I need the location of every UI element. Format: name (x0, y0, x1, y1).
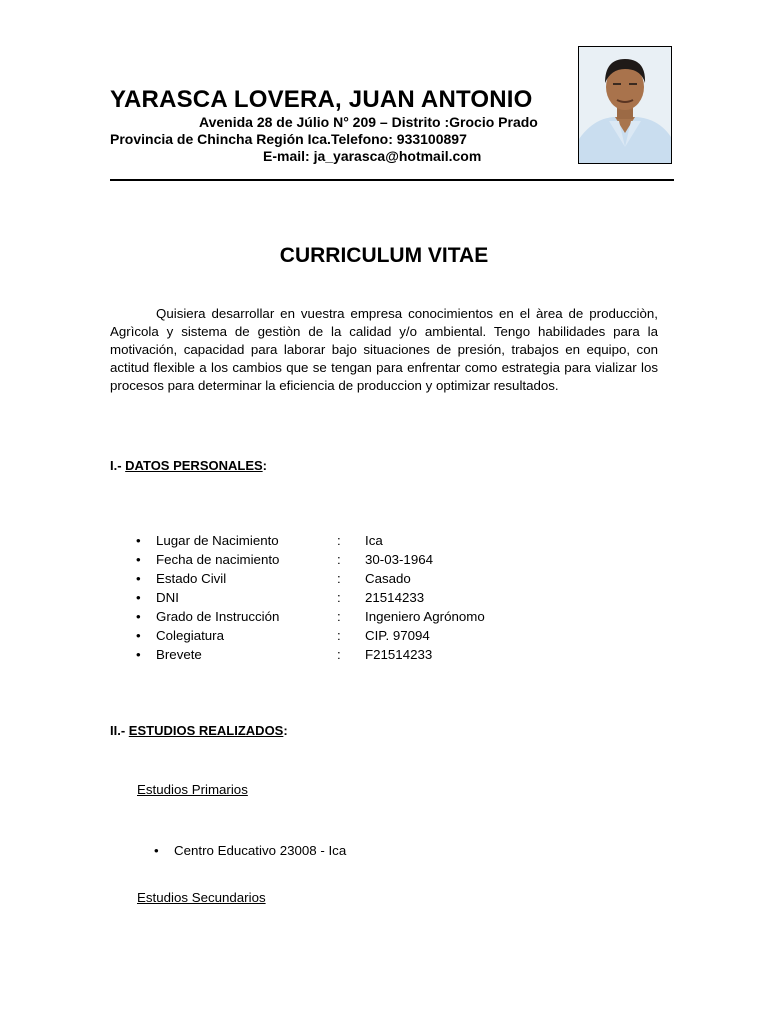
separator: : (337, 533, 341, 548)
field-label: Lugar de Nacimiento (156, 533, 279, 548)
bullet: • (136, 647, 141, 662)
list-item (136, 531, 556, 550)
bullet: • (136, 571, 141, 586)
list-item (136, 569, 556, 588)
primary-school-item (154, 843, 346, 858)
address-line-2: Provincia de Chincha Región Ica.Telefono: 933100897 (110, 131, 467, 147)
separator: : (337, 552, 341, 567)
field-label: DNI (156, 590, 179, 605)
list-item (136, 607, 556, 626)
applicant-name: YARASCA LOVERA, JUAN ANTONIO (110, 86, 533, 113)
header-divider (110, 179, 674, 181)
section-title: DATOS PERSONALES (125, 458, 263, 473)
bullet: • (136, 533, 141, 548)
field-value: 30-03-1964 (365, 552, 434, 567)
personal-data-list (136, 531, 556, 664)
address-line-1: Avenida 28 de Júlio N° 209 – Distrito :Grocio Prado (199, 114, 538, 130)
list-item (136, 626, 556, 645)
list-item (136, 550, 556, 569)
bullet: • (154, 843, 159, 858)
separator: : (337, 628, 341, 643)
subheading-estudios-secundarios: Estudios Secundarios (137, 890, 266, 905)
section-prefix: II.- (110, 723, 129, 738)
bullet: • (136, 628, 141, 643)
subheading-estudios-primarios: Estudios Primarios (137, 782, 248, 797)
email-line: E-mail: ja_yarasca@hotmail.com (263, 148, 482, 164)
profile-photo (578, 46, 672, 164)
section-heading-datos-personales (110, 458, 267, 473)
section-title: ESTUDIOS REALIZADOS (128, 723, 284, 738)
bullet: • (136, 590, 141, 605)
portrait-image (579, 47, 671, 163)
section-heading-estudios-realizados (110, 723, 288, 738)
field-value: Ingeniero Agrónomo (365, 609, 485, 624)
field-value: Ica (365, 533, 383, 548)
section-suffix: : (262, 458, 267, 473)
field-label: Fecha de nacimiento (156, 552, 280, 567)
document-title: CURRICULUM VITAE (279, 244, 489, 267)
field-label: Grado de Instrucción (156, 609, 280, 624)
section-prefix: I.- (110, 458, 126, 473)
intro-paragraph: Quisiera desarrollar en vuestra empresa conocimientos en el àrea de producciòn, Agrìcola y sistema de gestiòn de la calidad y/o ambiental. Tengo habilidades para la motivación, capacidad para laborar bajo situaciones de presión, trabajos en equipo, con actitud flexible a los cambios que se tengan para enfrentar como estrategia para vializar los procesos para determinar la eficiencia de produccion y optimizar resultados. (110, 306, 658, 393)
field-value: Casado (365, 571, 411, 586)
separator: : (337, 609, 341, 624)
list-item (136, 645, 556, 664)
list-item (136, 588, 556, 607)
field-value: F21514233 (365, 647, 433, 662)
separator: : (337, 647, 341, 662)
field-value: 21514233 (365, 590, 425, 605)
field-value: CIP. 97094 (365, 628, 430, 643)
field-label: Estado Civil (156, 571, 227, 586)
field-label: Brevete (156, 647, 202, 662)
bullet: • (136, 552, 141, 567)
field-label: Colegiatura (156, 628, 225, 643)
separator: : (337, 590, 341, 605)
separator: : (337, 571, 341, 586)
bullet: • (136, 609, 141, 624)
section-suffix: : (283, 723, 288, 738)
school-name: Centro Educativo 23008 - Ica (174, 843, 347, 858)
